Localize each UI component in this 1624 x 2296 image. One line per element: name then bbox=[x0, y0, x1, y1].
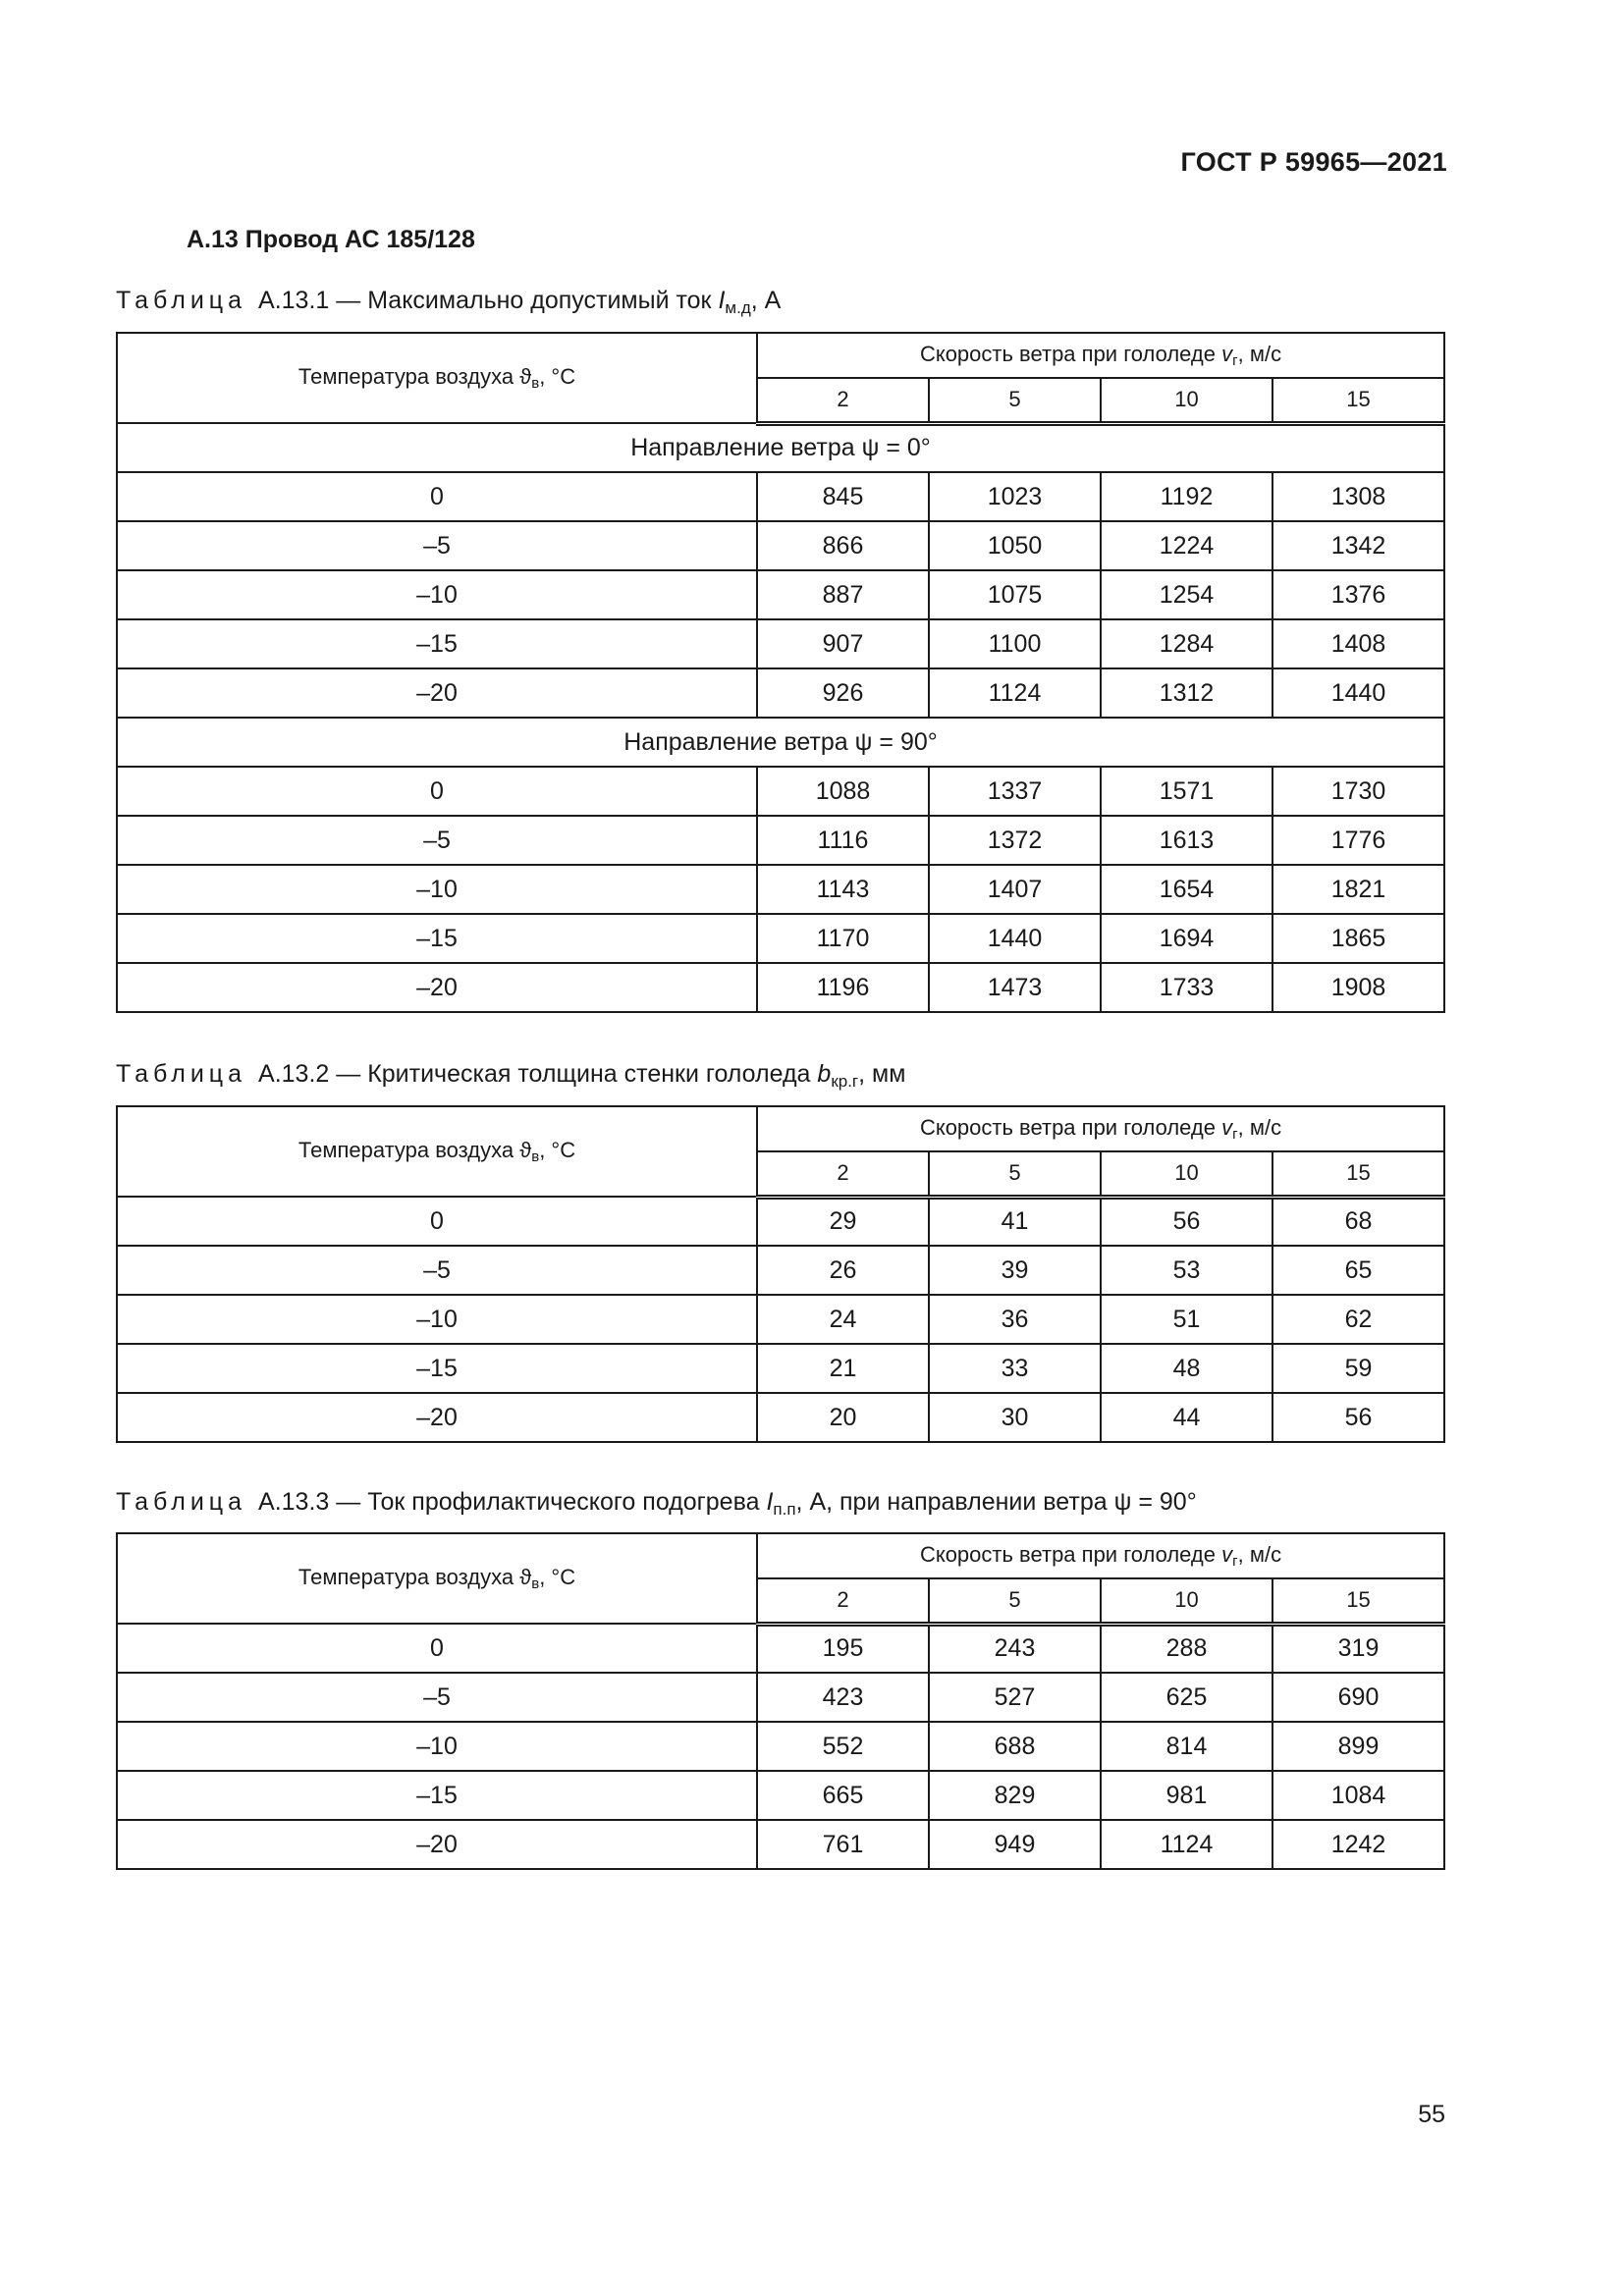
value-cell: 1284 bbox=[1101, 619, 1272, 668]
value-cell: 39 bbox=[929, 1246, 1101, 1295]
wind-direction-title: Направление ветра ψ = 0° bbox=[117, 423, 1444, 472]
temperature-cell: –15 bbox=[117, 1771, 757, 1820]
value-cell: 26 bbox=[757, 1246, 929, 1295]
value-cell: 845 bbox=[757, 472, 929, 521]
value-cell: 1192 bbox=[1101, 472, 1272, 521]
value-cell: 29 bbox=[757, 1197, 929, 1246]
header-row bbox=[117, 1533, 1444, 1578]
value-cell: 1376 bbox=[1272, 570, 1444, 619]
value-cell: 36 bbox=[929, 1295, 1101, 1344]
header-temperature: Температура воздуха $ϑ_в$, °С bbox=[117, 1106, 757, 1197]
value-cell: 288 bbox=[1101, 1624, 1272, 1673]
table-row bbox=[117, 570, 1444, 619]
value-cell: 56 bbox=[1272, 1393, 1444, 1442]
temperature-cell: 0 bbox=[117, 472, 757, 521]
value-cell: 44 bbox=[1101, 1393, 1272, 1442]
header-row bbox=[117, 1106, 1444, 1151]
table-row bbox=[117, 767, 1444, 816]
header-speed-cell: 5 bbox=[929, 1151, 1101, 1197]
group-row bbox=[117, 423, 1444, 472]
value-cell: 65 bbox=[1272, 1246, 1444, 1295]
table-row bbox=[117, 865, 1444, 914]
group-row bbox=[117, 718, 1444, 767]
value-cell: 1613 bbox=[1101, 816, 1272, 865]
value-cell: 1196 bbox=[757, 963, 929, 1012]
value-cell: 68 bbox=[1272, 1197, 1444, 1246]
table1-caption-sub: м.д bbox=[725, 298, 751, 317]
temperature-cell: –20 bbox=[117, 1393, 757, 1442]
value-cell: 1730 bbox=[1272, 767, 1444, 816]
header-speed-cell: 15 bbox=[1272, 378, 1444, 423]
value-cell: 1254 bbox=[1101, 570, 1272, 619]
temperature-cell: –15 bbox=[117, 914, 757, 963]
temperature-cell: –10 bbox=[117, 865, 757, 914]
value-cell: 899 bbox=[1272, 1722, 1444, 1771]
value-cell: 41 bbox=[929, 1197, 1101, 1246]
header-speed-cell: 10 bbox=[1101, 1151, 1272, 1197]
value-cell: 1023 bbox=[929, 472, 1101, 521]
value-cell: 1908 bbox=[1272, 963, 1444, 1012]
table-row bbox=[117, 472, 1444, 521]
value-cell: 53 bbox=[1101, 1246, 1272, 1295]
value-cell: 552 bbox=[757, 1722, 929, 1771]
table3-caption-sub: п.п bbox=[773, 1500, 796, 1519]
section-title: А.13 Провод АС 185/128 bbox=[187, 226, 475, 253]
temperature-cell: –15 bbox=[117, 619, 757, 668]
header-speed-cell: 2 bbox=[757, 1151, 929, 1197]
value-cell: 949 bbox=[929, 1820, 1101, 1869]
value-cell: 1170 bbox=[757, 914, 929, 963]
temperature-cell: –5 bbox=[117, 816, 757, 865]
value-cell: 1571 bbox=[1101, 767, 1272, 816]
table2-caption-tail: , мм bbox=[858, 1060, 906, 1088]
header-speed-cell: 10 bbox=[1101, 1578, 1272, 1624]
value-cell: 1694 bbox=[1101, 914, 1272, 963]
value-cell: 33 bbox=[929, 1344, 1101, 1393]
value-cell: 926 bbox=[757, 668, 929, 718]
header-temperature: Температура воздуха $ϑ_в$, °С bbox=[117, 333, 757, 423]
table2-caption-sub: кр.г bbox=[831, 1072, 859, 1091]
temperature-cell: –10 bbox=[117, 570, 757, 619]
table-row bbox=[117, 1722, 1444, 1771]
header-speed-cell: 5 bbox=[929, 1578, 1101, 1624]
value-cell: 907 bbox=[757, 619, 929, 668]
value-cell: 1124 bbox=[1101, 1820, 1272, 1869]
header-wind-speed: Скорость ветра при гололеде $v_г$, м/с bbox=[757, 1106, 1444, 1151]
header-speed-cell: 2 bbox=[757, 1578, 929, 1624]
table-row bbox=[117, 1673, 1444, 1722]
header-speed-cell: 10 bbox=[1101, 378, 1272, 423]
value-cell: 981 bbox=[1101, 1771, 1272, 1820]
value-cell: 30 bbox=[929, 1393, 1101, 1442]
table2-caption bbox=[116, 1060, 905, 1092]
temperature-cell: –15 bbox=[117, 1344, 757, 1393]
temperature-cell: –20 bbox=[117, 668, 757, 718]
value-cell: 887 bbox=[757, 570, 929, 619]
value-cell: 761 bbox=[757, 1820, 929, 1869]
header-wind-speed: Скорость ветра при гололеде $v_г$, м/с bbox=[757, 1533, 1444, 1578]
value-cell: 1440 bbox=[1272, 668, 1444, 718]
table1-caption-var: I bbox=[718, 287, 726, 314]
value-cell: 1308 bbox=[1272, 472, 1444, 521]
table-row bbox=[117, 1820, 1444, 1869]
value-cell: 1733 bbox=[1101, 963, 1272, 1012]
temperature-cell: –20 bbox=[117, 963, 757, 1012]
header-wind-speed: Скорость ветра при гололеде $v_г$, м/с bbox=[757, 333, 1444, 378]
value-cell: 59 bbox=[1272, 1344, 1444, 1393]
value-cell: 24 bbox=[757, 1295, 929, 1344]
temperature-cell: –5 bbox=[117, 521, 757, 570]
value-cell: 1242 bbox=[1272, 1820, 1444, 1869]
table1 bbox=[116, 332, 1445, 1013]
table3-caption-word: Таблица bbox=[116, 1488, 247, 1516]
value-cell: 688 bbox=[929, 1722, 1101, 1771]
value-cell: 1342 bbox=[1272, 521, 1444, 570]
value-cell: 625 bbox=[1101, 1673, 1272, 1722]
header-speed-cell: 15 bbox=[1272, 1151, 1444, 1197]
value-cell: 1865 bbox=[1272, 914, 1444, 963]
temperature-cell: –5 bbox=[117, 1246, 757, 1295]
value-cell: 1776 bbox=[1272, 816, 1444, 865]
value-cell: 319 bbox=[1272, 1624, 1444, 1673]
wind-direction-title: Направление ветра ψ = 90° bbox=[117, 718, 1444, 767]
table3-caption-tail: , А, при направлении ветра ψ = 90° bbox=[795, 1488, 1197, 1516]
value-cell: 1075 bbox=[929, 570, 1101, 619]
value-cell: 243 bbox=[929, 1624, 1101, 1673]
value-cell: 56 bbox=[1101, 1197, 1272, 1246]
table-row bbox=[117, 619, 1444, 668]
table-row bbox=[117, 1624, 1444, 1673]
temperature-cell: 0 bbox=[117, 1624, 757, 1673]
value-cell: 62 bbox=[1272, 1295, 1444, 1344]
value-cell: 1407 bbox=[929, 865, 1101, 914]
table-row bbox=[117, 1344, 1444, 1393]
value-cell: 1124 bbox=[929, 668, 1101, 718]
value-cell: 1473 bbox=[929, 963, 1101, 1012]
value-cell: 1654 bbox=[1101, 865, 1272, 914]
value-cell: 814 bbox=[1101, 1722, 1272, 1771]
value-cell: 665 bbox=[757, 1771, 929, 1820]
value-cell: 527 bbox=[929, 1673, 1101, 1722]
temperature-cell: 0 bbox=[117, 1197, 757, 1246]
page-number: 55 bbox=[1418, 2101, 1445, 2128]
table-row bbox=[117, 1393, 1444, 1442]
table2 bbox=[116, 1105, 1445, 1443]
table3-caption-var: I bbox=[766, 1488, 774, 1516]
temperature-cell: –10 bbox=[117, 1295, 757, 1344]
value-cell: 866 bbox=[757, 521, 929, 570]
table1-caption-tail: , А bbox=[750, 287, 782, 314]
table-row bbox=[117, 963, 1444, 1012]
table-row bbox=[117, 1197, 1444, 1246]
header-row bbox=[117, 333, 1444, 378]
value-cell: 1116 bbox=[757, 816, 929, 865]
value-cell: 1440 bbox=[929, 914, 1101, 963]
header-speed-cell: 15 bbox=[1272, 1578, 1444, 1624]
value-cell: 1372 bbox=[929, 816, 1101, 865]
table-row bbox=[117, 521, 1444, 570]
value-cell: 829 bbox=[929, 1771, 1101, 1820]
table2-caption-text: А.13.2 — Критическая толщина стенки гололеда bbox=[258, 1060, 818, 1088]
value-cell: 48 bbox=[1101, 1344, 1272, 1393]
value-cell: 1143 bbox=[757, 865, 929, 914]
value-cell: 423 bbox=[757, 1673, 929, 1722]
table2-caption-word: Таблица bbox=[116, 1060, 247, 1088]
table-row bbox=[117, 914, 1444, 963]
value-cell: 1050 bbox=[929, 521, 1101, 570]
table3-caption-text: А.13.3 — Ток профилактического подогрева bbox=[258, 1488, 767, 1516]
temperature-cell: 0 bbox=[117, 767, 757, 816]
document-code: ГОСТ Р 59965—2021 bbox=[1180, 147, 1447, 177]
value-cell: 1337 bbox=[929, 767, 1101, 816]
value-cell: 1100 bbox=[929, 619, 1101, 668]
table1-caption-word: Таблица bbox=[116, 287, 247, 314]
table3 bbox=[116, 1532, 1445, 1870]
temperature-cell: –20 bbox=[117, 1820, 757, 1869]
header-temperature: Температура воздуха $ϑ_в$, °С bbox=[117, 1533, 757, 1624]
value-cell: 195 bbox=[757, 1624, 929, 1673]
temperature-cell: –10 bbox=[117, 1722, 757, 1771]
value-cell: 1224 bbox=[1101, 521, 1272, 570]
header-speed-cell: 5 bbox=[929, 378, 1101, 423]
value-cell: 21 bbox=[757, 1344, 929, 1393]
value-cell: 1408 bbox=[1272, 619, 1444, 668]
table1-caption-text: А.13.1 — Максимально допустимый ток bbox=[258, 287, 719, 314]
table2-caption-var: b bbox=[817, 1060, 832, 1088]
value-cell: 51 bbox=[1101, 1295, 1272, 1344]
value-cell: 1821 bbox=[1272, 865, 1444, 914]
value-cell: 690 bbox=[1272, 1673, 1444, 1722]
table1-caption bbox=[116, 287, 781, 318]
table-row bbox=[117, 1246, 1444, 1295]
table3-caption bbox=[116, 1488, 1197, 1520]
value-cell: 1084 bbox=[1272, 1771, 1444, 1820]
value-cell: 1312 bbox=[1101, 668, 1272, 718]
table-row bbox=[117, 1295, 1444, 1344]
table-row bbox=[117, 1771, 1444, 1820]
temperature-cell: –5 bbox=[117, 1673, 757, 1722]
header-speed-cell: 2 bbox=[757, 378, 929, 423]
value-cell: 1088 bbox=[757, 767, 929, 816]
table-row bbox=[117, 668, 1444, 718]
table-row bbox=[117, 816, 1444, 865]
value-cell: 20 bbox=[757, 1393, 929, 1442]
